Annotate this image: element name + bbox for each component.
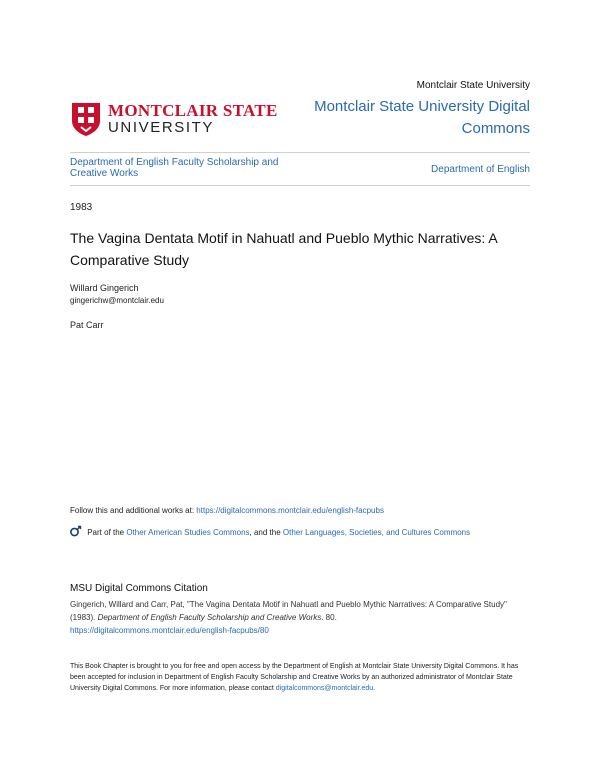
citation-heading: MSU Digital Commons Citation (70, 583, 208, 594)
access-notice (70, 661, 530, 694)
institution-name: Montclair State University (416, 80, 530, 91)
discipline-link-languages-societies[interactable]: Other Languages, Societies, and Cultures Commons (282, 528, 471, 537)
part-of-separator: , and the (249, 528, 283, 537)
publication-year: 1983 (70, 202, 93, 213)
part-of-line (70, 525, 530, 541)
access-notice-text: This Book Chapter is brought to you for free and open access by the Department of English at Montclair State University Digital Commons. It has been accepted for inclusion in Department of English Faculty Scholarship and Creative Works by an authorized administrator of Montclair State University Digital Commons. For more information, please contact (70, 663, 519, 692)
university-logo[interactable] (70, 99, 290, 139)
author-email[interactable]: gingerichw@montclair.edu (70, 296, 164, 305)
citation-text (70, 598, 530, 637)
logo-wordmark-line1: MONTCLAIR STATE (108, 101, 278, 120)
author-name: Willard Gingerich (70, 283, 139, 293)
share-icon (70, 525, 82, 537)
citation-url-link[interactable]: https://digitalcommons.montclair.edu/english-facpubs/80 (70, 626, 269, 635)
access-notice-end: . (373, 685, 376, 692)
citation-number: . 80. (321, 613, 337, 622)
university-seal-icon (70, 101, 102, 137)
collection-url-link[interactable]: https://digitalcommons.montclair.edu/english-facpubs (196, 506, 384, 515)
divider-bottom (70, 185, 530, 186)
divider-top (70, 152, 530, 153)
citation-main: Gingerich, Willard and Carr, Pat, "The Vagina Dentata Motif in Nahuatl and Pueblo Mythic Narratives: A Comparative Study" (1983). (70, 600, 507, 622)
series-link[interactable]: Department of English Faculty Scholarship and Creative Works (70, 157, 279, 179)
logo-wordmark-line2: UNIVERSITY (108, 119, 215, 136)
repository-title-link[interactable]: Montclair State University Digital Commons (314, 98, 530, 137)
follow-prefix: Follow this and additional works at: (70, 506, 197, 515)
citation-series: Department of English Faculty Scholarship and Creative Works (97, 613, 322, 622)
contact-email-link[interactable]: digitalcommons@montclair.edu (275, 685, 374, 692)
author-name: Pat Carr (70, 320, 104, 330)
document-title: The Vagina Dentata Motif in Nahuatl and Pueblo Mythic Narratives: A Comparative Study (70, 230, 497, 268)
part-of-prefix: Part of the (85, 528, 127, 537)
discipline-link-american-studies[interactable]: Other American Studies Commons (126, 528, 250, 537)
follow-line (70, 506, 530, 515)
department-link[interactable]: Department of English (431, 164, 530, 175)
